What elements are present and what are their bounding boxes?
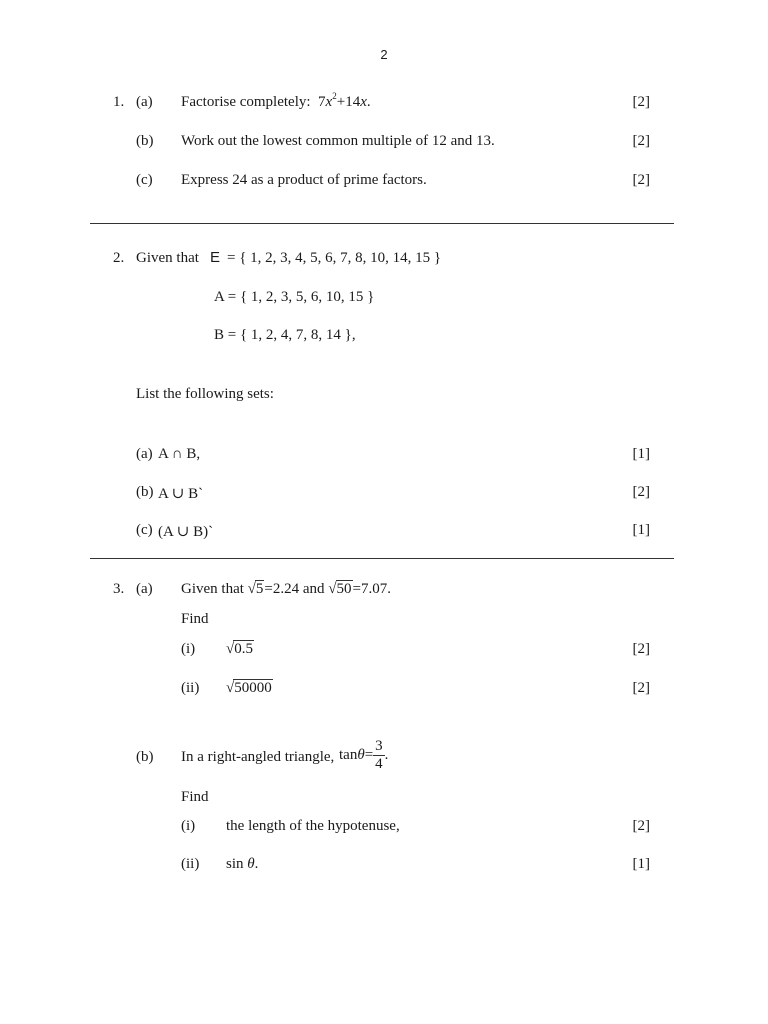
q2-given: Given that bbox=[136, 250, 199, 266]
section-divider bbox=[90, 223, 674, 224]
q3bii-marks: [1] bbox=[632, 856, 650, 872]
q1c-marks: [2] bbox=[632, 172, 650, 188]
q1c-text: Express 24 as a product of prime factors. bbox=[181, 172, 427, 188]
q3b-text: In a right-angled triangle, bbox=[181, 749, 335, 765]
set-a: A = { 1, 2, 3, 5, 6, 10, 15 } bbox=[214, 289, 375, 305]
set-b: B = { 1, 2, 4, 7, 8, 14 }, bbox=[214, 327, 356, 343]
q1a-expression: $7x^2+14x$. bbox=[318, 91, 371, 110]
universal-set-symbol: E bbox=[210, 249, 221, 266]
subpart-label-i: (i) bbox=[181, 818, 196, 834]
part-label-b: (b) bbox=[136, 133, 154, 149]
tan-theta-equation: tanθ= $\frac{3}{4}$ . bbox=[339, 738, 389, 772]
square-root-50: √50 bbox=[328, 581, 352, 597]
q3a-given: Given that √5=2.24 and √50=7.07. bbox=[181, 581, 391, 597]
part-label-b: (b) bbox=[136, 484, 154, 500]
subpart-label-i: (i) bbox=[181, 641, 196, 657]
q2b-expression: A ∪ B` bbox=[158, 486, 204, 502]
q1b-marks: [2] bbox=[632, 133, 650, 149]
q2-instruction: List the following sets: bbox=[136, 386, 274, 402]
q2c-expression: (A ∪ B)` bbox=[158, 524, 214, 540]
q3bii-expression: sin θ. bbox=[226, 856, 259, 872]
part-label-a: (a) bbox=[136, 446, 153, 462]
subpart-label-ii: (ii) bbox=[181, 856, 200, 872]
q3a-find: Find bbox=[181, 611, 209, 627]
q1a-text bbox=[181, 91, 371, 111]
part-label-b: (b) bbox=[136, 749, 154, 765]
q2a-expression: A ∩ B, bbox=[158, 446, 201, 462]
q3aii-expression: √50000 bbox=[226, 680, 272, 696]
part-label-a: (a) bbox=[136, 94, 153, 110]
part-label-a: (a) bbox=[136, 581, 153, 597]
part-label-c: (c) bbox=[136, 522, 153, 538]
q3bi-text: the length of the hypotenuse, bbox=[226, 818, 400, 834]
subpart-label-ii: (ii) bbox=[181, 680, 200, 696]
section-divider bbox=[90, 558, 674, 559]
q3b-find: Find bbox=[181, 789, 209, 805]
universal-set: = { 1, 2, 3, 4, 5, 6, 7, 8, 10, 14, 15 } bbox=[227, 250, 442, 266]
q2a-marks: [1] bbox=[632, 446, 650, 462]
q1a-prompt: Factorise completely: bbox=[181, 94, 311, 110]
q3ai-expression: √0.5 bbox=[226, 641, 253, 657]
q1b-text: Work out the lowest common multiple of 12 and 13. bbox=[181, 133, 495, 149]
question-number: 1. bbox=[113, 94, 125, 110]
part-label-c: (c) bbox=[136, 172, 153, 188]
fraction-three-quarters: $\frac{3}{4}$ bbox=[375, 738, 383, 772]
q3ai-marks: [2] bbox=[632, 641, 650, 657]
page-number: 2 bbox=[380, 47, 388, 62]
question-number: 3. bbox=[113, 581, 125, 597]
q1a-marks: [2] bbox=[632, 94, 650, 110]
q3bi-marks: [2] bbox=[632, 818, 650, 834]
q2c-marks: [1] bbox=[632, 522, 650, 538]
q2b-marks: [2] bbox=[632, 484, 650, 500]
q3aii-marks: [2] bbox=[632, 680, 650, 696]
square-root-5: √5 bbox=[247, 581, 264, 597]
question-number: 2. bbox=[113, 250, 125, 266]
